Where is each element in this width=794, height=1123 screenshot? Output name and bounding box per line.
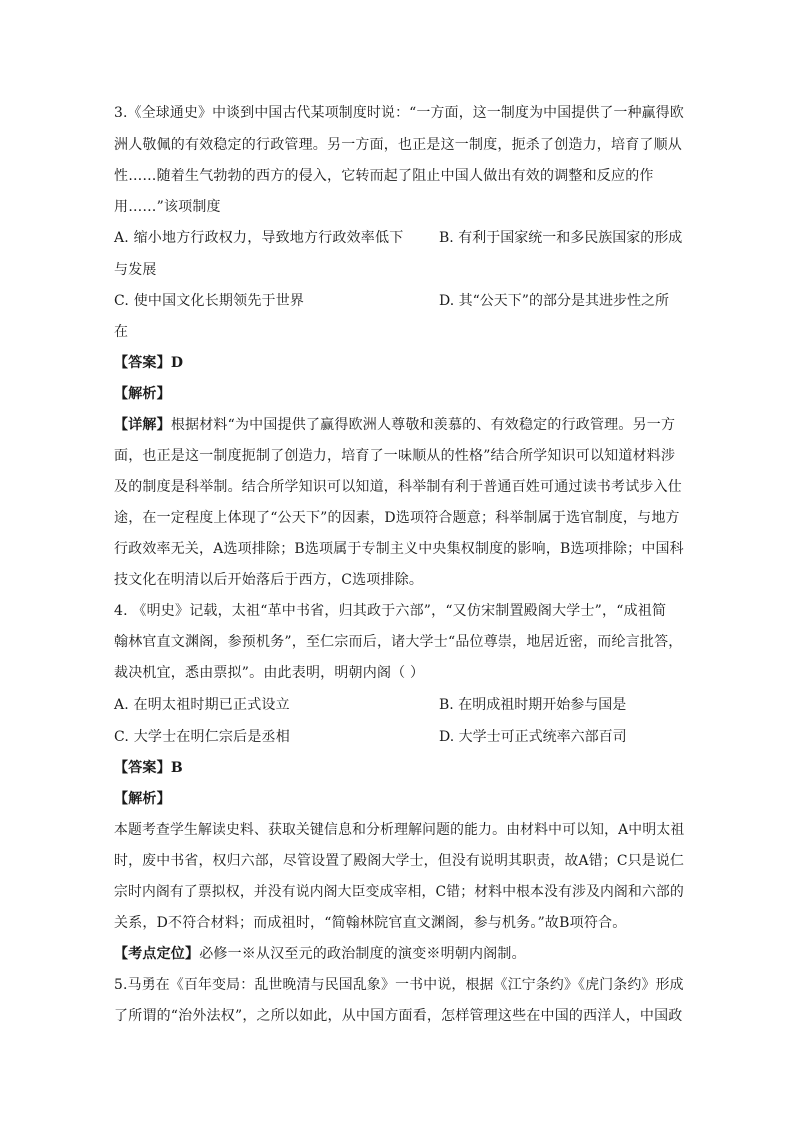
q4-option-b: B. 在明成祖时期开始参与国是: [439, 697, 627, 713]
q3-stem-line-2: 洲人敬佩的有效稳定的行政管理。另一方面，也正是这一制度，扼杀了创造力，培育了顺从: [114, 137, 682, 153]
q3-detail-line-5: 行政效率无关，A选项排除；B选项属于专制主义中央集权制度的影响，B选项排除；中国科: [114, 541, 684, 557]
q4-analysis-line-3: 宗时内阁有了票拟权，并没有说内阁大臣变成宰相，C错；材料中根本没有涉及内阁和六部的: [114, 884, 684, 900]
q4-option-c: C. 大学士在明仁宗后是丞相: [114, 729, 290, 745]
q3-detail-line-6: 技文化在明清以后开始落后于西方，C选项排除。: [114, 572, 424, 588]
q4-kaodian-text: 必修一※从汉至元的政治制度的演变※明朝内阁制。: [199, 946, 526, 962]
q3-option-d: D. 其“公天下”的部分是其进步性之所: [439, 293, 669, 309]
q4-analysis-label: [114, 790, 171, 808]
q4-option-d: D. 大学士可正式统率六部百司: [439, 729, 627, 745]
q4-analysis-heading: 【解析】: [114, 791, 171, 807]
q4-stem-line-3: 裁决机宜，悉由票拟”。由此表明，明朝内阁（ ）: [114, 665, 425, 681]
q4-analysis-line-4: 关系，D不符合材料；而成祖时，“简翰林院官直文渊阁，参与机务。”故B项符合。: [114, 915, 627, 931]
q3-answer: [114, 354, 183, 372]
q3-detail-label: 【详解】: [114, 417, 171, 433]
q3-answer-label: 【答案】: [114, 355, 171, 371]
q4-stem-line-2: 翰林官直文渊阁，参预机务”，至仁宗而后，诸大学士“品位尊崇，地居近密，而纶言批答，: [114, 634, 683, 650]
q3-detail-text-1: 根据材料“为中国提供了赢得欧洲人尊敬和羡慕的、有效稳定的行政管理。另一方: [170, 417, 676, 433]
q3-detail-line-2: 面，也正是这一制度扼制了创造力，培育了一味顺从的性格”结合所学知识可以知道材料涉: [114, 448, 676, 464]
q4-answer-value: B: [170, 760, 183, 776]
q4-analysis-line-1: 本题考查学生解读史料、获取关键信息和分析理解问题的能力。由材料中可以知，A中明太祖: [114, 822, 685, 838]
q4-stem-line-1: 4. 《明史》记载，太祖“革中书省，归其政于六部”，“又仿宋制置殿阁大学士”，“成祖简: [114, 603, 667, 619]
q3-detail-line-3: 及的制度是科举制。结合所学知识可以知道，科举制有利于普通百姓可通过读书考试步入仕: [114, 479, 682, 495]
q3-detail-line-4: 途，在一定程度上体现了“公天下”的因素，D选项符合题意；科举制属于选官制度，与地方: [114, 510, 680, 526]
q3-stem-line-1: 3.《全球通史》中谈到中国古代某项制度时说：“一方面，这一制度为中国提供了一种赢得欧: [114, 105, 684, 121]
q4-answer: [114, 759, 183, 777]
q3-detail-line-1: [114, 416, 675, 434]
q3-option-a: A. 缩小地方行政权力，导致地方行政效率低下: [114, 230, 404, 246]
q4-kaodian: [114, 945, 526, 963]
q4-answer-label: 【答案】: [114, 760, 171, 776]
q3-stem-line-3: 性……随着生气勃勃的西方的侵入，它转而起了阻止中国人做出有效的调整和反应的作: [114, 168, 654, 184]
q3-option-c: C. 使中国文化长期领先于世界: [114, 293, 305, 309]
q3-option-d-cont: 在: [114, 324, 129, 340]
q3-analysis-label: [114, 385, 171, 403]
q4-kaodian-label: 【考点定位】: [114, 946, 200, 962]
q3-option-b-cont: 与发展: [114, 262, 157, 278]
q4-option-a: A. 在明太祖时期已正式设立: [114, 697, 290, 713]
q3-analysis-heading: 【解析】: [114, 386, 171, 402]
q4-analysis-line-2: 时，废中书省，权归六部，尽管设置了殿阁大学士，但没有说明其职责，故A错；C只是说仁: [114, 853, 685, 869]
q5-stem-line-1: 5.马勇在《百年变局：乱世晚清与民国乱象》一书中说，根据《江宁条约》《虎门条约》形成: [114, 977, 684, 993]
q5-stem-line-2: 了所谓的“治外法权”，之所以如此，从中国方面看，怎样管理这些在中国的西洋人，中国政: [114, 1008, 683, 1024]
q3-answer-value: D: [170, 355, 184, 371]
q3-option-b: B. 有利于国家统一和多民族国家的形成: [439, 230, 683, 246]
q3-stem-line-4: 用……”该项制度: [114, 199, 221, 215]
